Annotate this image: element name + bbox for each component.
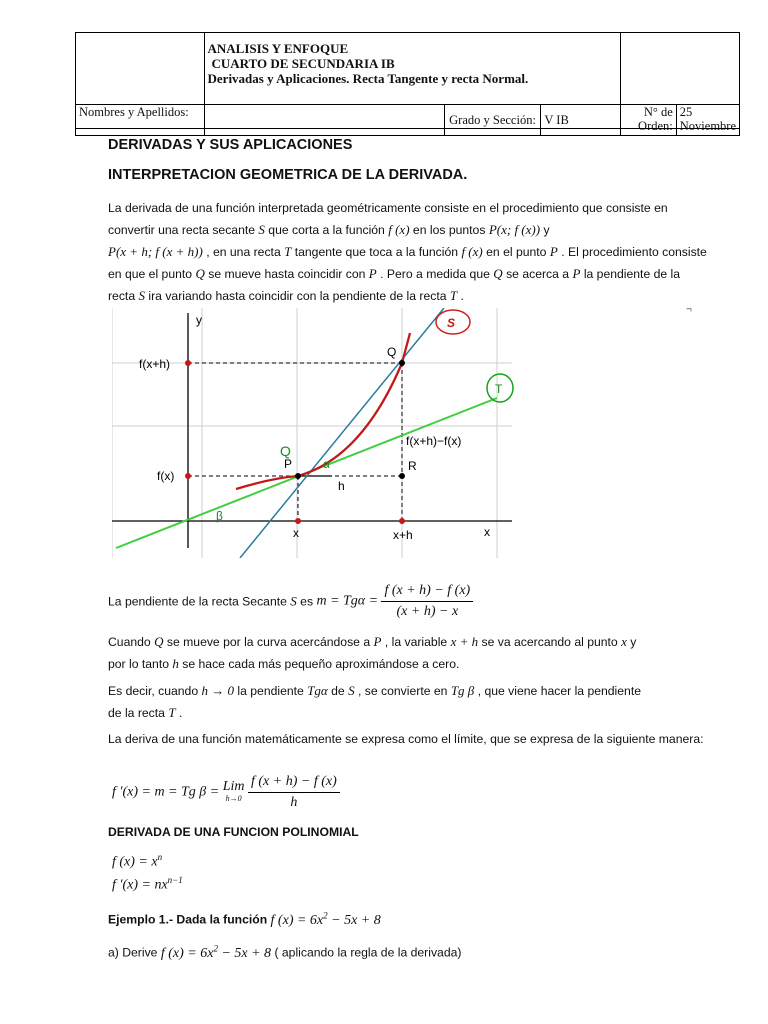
cuando-xh: x + h xyxy=(450,634,479,649)
header-title-cell xyxy=(204,33,621,105)
poly-f xyxy=(112,852,162,871)
cuando-d: se va acercando al punto xyxy=(481,635,618,649)
secant-es: es xyxy=(300,594,314,609)
limit-denominator: h xyxy=(290,795,298,810)
part-a-fn-sup: 2 xyxy=(213,943,218,953)
secant-slope-line xyxy=(108,583,473,620)
section-subtitle: INTERPRETACION GEOMETRICA DE LA DERIVADA. xyxy=(108,167,468,183)
cuando-c: , la variable xyxy=(384,635,448,649)
sym-Q-2: Q xyxy=(493,266,503,281)
secant-numerator: f (x + h) − f (x) xyxy=(381,583,473,602)
header-table xyxy=(75,32,740,136)
label-fxh: f(x+h) xyxy=(139,357,171,371)
limit-fraction xyxy=(248,774,340,811)
es-decir-g: . xyxy=(178,706,183,720)
grade-value: V IB xyxy=(541,105,621,136)
grade-label: Grado y Sección: xyxy=(444,105,541,136)
limit-sub: h→0 xyxy=(225,793,242,803)
corner-mark-text: ¬ xyxy=(686,304,692,315)
tick-x xyxy=(295,518,301,524)
example-label: Ejemplo 1.- xyxy=(108,912,174,927)
part-a xyxy=(108,943,461,962)
es-decir-c: de xyxy=(331,684,345,698)
cuando-b: se mueve por la curva acercándose a xyxy=(166,635,371,649)
example-1 xyxy=(108,910,381,929)
sym-P-xh: P(x + h; f (x + h)) xyxy=(108,244,203,259)
header-line2: CUARTO DE SECUNDARIA IB xyxy=(211,56,395,71)
intro-text-5: , en una recta xyxy=(206,245,281,259)
part-a-function xyxy=(160,943,272,961)
limit-numerator: f (x + h) − f (x) xyxy=(248,774,340,793)
tick-label-xh: x+h xyxy=(393,528,413,542)
poly-f1-sup: n xyxy=(157,852,163,862)
sym-P-3: P xyxy=(572,266,581,281)
intro-text-13: ira variando hasta coincidir con la pendiente de la recta xyxy=(148,289,447,303)
secant-lhs: m = Tgα = xyxy=(316,593,379,609)
sym-S: S xyxy=(258,222,265,237)
point-Q xyxy=(399,360,405,366)
intro-text-4: y xyxy=(543,223,550,237)
tick-xh xyxy=(399,518,405,524)
label-alpha: α xyxy=(323,457,330,471)
label-beta: β xyxy=(216,509,223,523)
secant-denominator: (x + h) − x xyxy=(396,604,459,619)
header-line3: Derivadas y Aplicaciones. Recta Tangente y recta Normal. xyxy=(207,71,529,86)
helper-lines xyxy=(188,363,402,521)
sym-T: T xyxy=(284,244,292,259)
es-decir-b: la pendiente xyxy=(237,684,304,698)
limit-lhs: f ′(x) = m = Tg β = xyxy=(112,784,220,800)
label-R: R xyxy=(408,459,417,473)
intro-paragraph: La derivada de una función interpretada geométricamente consiste en el procedimiento que consiste en convertir una recta secante S que corta a la función f (x) en los puntos P(x; f (x)) y P(x + h; f (x + h)) , en una recta T tangente que toca a la función f (x) en el punto P . El procedimiento consiste en que el punto Q se mueve hasta coincidir con P . Pero a medida que Q se acerca a P la pendiente de la recta S ira variando hasta coincidir con la pendiente de la recta T . xyxy=(108,201,707,303)
es-decir-lim: h → 0 xyxy=(201,683,234,698)
es-decir-tgb: Tg β xyxy=(450,683,475,698)
cuando-a: Cuando xyxy=(108,635,151,649)
example-fn-a: f (x) = 6x xyxy=(270,912,324,928)
cuando-h: h xyxy=(172,656,179,671)
sym-T-2: T xyxy=(449,288,458,303)
date-value: 25 Noviembre xyxy=(676,105,739,136)
es-decir-e: , que viene hacer la pendiente xyxy=(477,684,641,698)
cuando-P: P xyxy=(373,634,382,649)
cuando-e: y xyxy=(630,635,637,649)
label-fx: f(x) xyxy=(157,469,175,483)
page-title: DERIVADAS Y SUS APLICACIONES xyxy=(108,137,353,153)
intro-text-12: la pendiente de la recta xyxy=(108,267,681,303)
intro-text-1: La derivada de una función interpretada geométricamente consiste en el procedimiento que consiste en convertir una recta secante xyxy=(108,201,668,237)
intro-text-6: tangente que toca a la función xyxy=(294,245,459,259)
cuando-f: por lo tanto xyxy=(108,657,169,671)
limite-paragraph: La deriva de una función matemáticamente se expresa como el límite, que se expresa de la siguiente manera: xyxy=(108,732,704,746)
es-decir-T: T xyxy=(168,705,176,720)
example-text: Dada la función xyxy=(176,912,268,927)
intro-text-8: . El procedimiento consiste en que el punto xyxy=(108,245,707,281)
limit-operator xyxy=(222,778,245,805)
header-line1: ANALISIS Y ENFOQUE xyxy=(207,41,349,56)
poly-f1: f (x) = x xyxy=(112,854,158,870)
es-decir-paragraph xyxy=(108,680,708,724)
secant-fraction xyxy=(381,583,473,620)
label-Q: Q xyxy=(387,345,397,359)
part-a-note: ( aplicando la regla de la derivada) xyxy=(274,945,462,960)
es-decir-a: Es decir, cuando xyxy=(108,684,199,698)
intro-text-7: en el punto xyxy=(486,245,547,259)
poly-f2: f ′(x) = nx xyxy=(112,877,168,893)
cuando-Q: Q xyxy=(154,634,164,649)
sym-fx: f (x) xyxy=(388,222,410,237)
es-decir-S: S xyxy=(348,683,355,698)
intro-text-10: . Pero a medida que xyxy=(380,267,490,281)
intro-text-11: se acerca a xyxy=(506,267,570,281)
intro-text-9: se mueve hasta coincidir con xyxy=(208,267,366,281)
sym-P: P xyxy=(549,244,558,259)
order-label: N° de Orden: xyxy=(621,105,676,136)
label-P: P xyxy=(284,457,293,471)
point-P xyxy=(295,473,301,479)
sym-S-2: S xyxy=(138,288,145,303)
sym-P-2: P xyxy=(368,266,377,281)
label-T: T xyxy=(495,382,503,396)
es-decir-tga: Tgα xyxy=(307,683,328,698)
tick-fxh xyxy=(185,360,191,366)
sym-fx-2: f (x) xyxy=(461,244,483,259)
header-rule xyxy=(75,128,740,129)
es-decir-f: de la recta xyxy=(108,706,165,720)
label-S: S xyxy=(447,316,456,330)
intro-text-3: en los puntos xyxy=(412,223,486,237)
cuando-g: se hace cada más pequeño aproximándose a cero. xyxy=(182,657,460,671)
point-R xyxy=(399,473,405,479)
header-blank-right xyxy=(621,33,740,105)
label-Q-green: Q xyxy=(280,443,291,459)
example-fn-b: − 5x + 8 xyxy=(331,912,381,928)
limit-lim: Lim xyxy=(222,778,245,794)
y-axis-label: y xyxy=(196,313,202,327)
cuando-x: x xyxy=(621,634,627,649)
label-h: h xyxy=(338,479,345,493)
x-axis-label: x xyxy=(484,525,490,539)
poly-fprime xyxy=(112,875,183,894)
sym-Q: Q xyxy=(195,266,205,281)
sym-P-xf: P(x; f (x)) xyxy=(488,222,541,237)
es-decir-d: , se convierte en xyxy=(358,684,448,698)
poly-title: DERIVADA DE UNA FUNCION POLINOMIAL xyxy=(108,825,359,839)
part-a-label: a) Derive xyxy=(108,945,158,960)
names-field[interactable] xyxy=(204,105,444,136)
example-fn-sup: 2 xyxy=(323,910,328,920)
tick-fx xyxy=(185,473,191,479)
tick-label-x: x xyxy=(293,526,299,540)
poly-f2-sup: n−1 xyxy=(167,875,183,885)
names-label: Nombres y Apellidos: xyxy=(76,105,205,136)
secant-lead: La pendiente de la recta Secante xyxy=(108,594,287,609)
header-blank-left xyxy=(76,33,205,105)
example-function xyxy=(270,910,381,928)
cuando-paragraph xyxy=(108,631,708,675)
label-diff: f(x+h)−f(x) xyxy=(406,434,462,448)
part-a-fn-a: f (x) = 6x xyxy=(160,945,214,961)
intro-text-2: que corta a la función xyxy=(268,223,385,237)
secant-S: S xyxy=(290,593,297,609)
limit-equation xyxy=(112,774,340,811)
part-a-fn-b: − 5x + 8 xyxy=(221,945,272,961)
derivative-figure xyxy=(112,308,532,558)
